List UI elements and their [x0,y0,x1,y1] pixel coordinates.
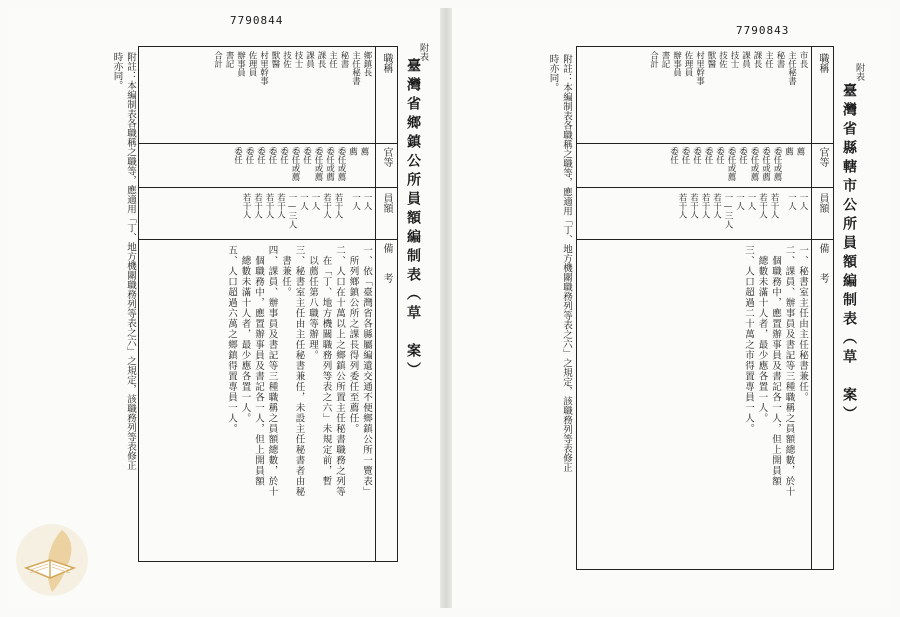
count-cell: 一人 [362,193,372,210]
remarks-block [744,245,808,497]
footnote-line: 時亦同。 [547,54,559,92]
grade-cell: 薦 [795,147,805,156]
remark-line: 五、人口超過六萬之鄉鎮得置專員一人。 [226,245,237,434]
footnote-line: 附註：本編制表各職稱之職等，應適用「丁、地方機關職務列等表之六」之規定，該職務列等表修正 [561,54,572,472]
serial-number: 7790844 [230,14,284,27]
count-cell: 若干人 [677,193,687,219]
count-cell: 一人 [798,193,808,210]
rank-cell: 主任秘書 [350,51,361,85]
grade-cell: 委任 [737,147,748,164]
grade-cell: 委任 [278,147,289,164]
grade-cell: 委任 [703,147,713,164]
header-grade: 官等 [817,147,828,167]
grade-cell: 委任 [301,147,312,164]
rank-cell: 辦事員 [671,51,682,77]
grade-cell: 委任 [714,147,725,164]
count-cell: 一—三人 [723,193,733,229]
grade-cell: 委任 [244,147,254,164]
count-cell: 若干人 [688,193,699,219]
serial-number: 7790843 [736,24,790,37]
rank-cell: 主任 [763,51,774,68]
grade-cell: 委任 [680,147,690,164]
rank-cell: 課長 [316,51,326,68]
book-gutter [440,8,452,608]
rank-cell: 合計 [648,51,659,68]
grade-cell: 薦 [347,147,358,156]
attachment-label: 附表 [854,63,864,81]
remark-line: 書兼任。 [280,245,291,298]
remark-line: 個職務中，應置辦事員及書記各一人，但上開員額 [770,245,781,487]
rank-cell: 秘書 [339,51,349,68]
remark-line: 總數未滿十人者，最少應各置一人。 [239,245,251,424]
rank-cell: 主任秘書 [786,51,797,85]
header-rank: 職稱 [381,53,392,73]
rank-cell: 辦事員 [235,51,246,77]
grade-cell: 委任或薦 [772,147,782,181]
grade-cell: 委任或薦 [336,147,346,181]
rank-cell: 課員 [304,51,315,68]
rank-cell: 合計 [212,51,223,68]
count-cell: 若干人 [700,193,710,219]
header-remarks: 備 考 [817,243,828,283]
grade-cell: 委任 [255,147,266,164]
remark-line: 所列鄉鎮公所之課長得列委任至薦任。 [347,245,359,434]
header-grade: 官等 [381,147,392,167]
grade-cell: 薦 [783,147,794,156]
count-cell: 若干人 [264,193,274,219]
count-list [239,193,372,229]
count-cell: 一人 [746,193,756,210]
remark-line: 總數未滿十人者，最少應各置一人。 [756,245,768,424]
grade-cell: 委任或薦 [760,147,771,181]
count-cell: 一人 [786,193,797,210]
grade-cell: 委任 [232,147,243,164]
rank-cell: 秘書 [775,51,785,68]
grade-cell: 委任或薦 [726,147,736,181]
rank-cell: 佐理員 [247,51,257,77]
rank-cell: 課員 [740,51,751,68]
count-cell: 若干人 [275,193,286,219]
grade-list [666,147,807,181]
count-cell: 若干人 [333,193,343,219]
remark-line: 一、依「臺灣省各縣屬編遺交通不便鄉鎮公所一覽表」 [361,245,372,497]
document-title: 臺灣省鄉鎮公所員額編制表（草 案） [405,58,421,381]
rank-cell: 書記 [660,51,670,68]
rank-cell: 技佐 [717,51,728,68]
rank-list [649,51,807,85]
staffing-table [576,46,834,570]
footnote-line: 附註：本編制表各職稱之職等，應適用「丁、地方機關職務列等表之六」之規定，該職務列等表修正 [125,52,136,470]
count-cell: 若干人 [769,193,779,219]
remark-line: 在「丁、地方機關職務列等表之六」未規定前，暫 [320,245,332,487]
grade-cell: 薦 [359,147,369,156]
count-cell: 一人 [310,193,320,210]
footnote-line: 時亦同。 [111,52,123,90]
grade-cell: 委任或薦 [749,147,759,181]
rank-cell: 佐理員 [683,51,693,77]
attachment-label: 附表 [418,43,428,61]
rank-cell: 獸醫 [270,51,280,68]
count-cell: 若干人 [321,193,332,219]
rank-list [213,51,371,85]
header-count: 員額 [817,193,828,213]
right-page [452,8,892,608]
count-cell: 一—三人 [287,193,297,229]
rank-cell: 市長 [798,51,808,68]
remark-line: 個職務中，應置辦事員及書記各一人，但上開員額 [253,245,264,487]
remarks-block [227,245,372,497]
grade-cell: 委任 [668,147,679,164]
staffing-table [138,46,398,562]
remark-line: 四、課員、辦事員及書記等三種職稱之員額總數，於十 [266,245,278,497]
rank-cell: 課長 [752,51,762,68]
grade-cell: 委任 [691,147,702,164]
count-cell: 一人 [298,193,309,210]
grade-list [230,147,371,181]
rank-cell: 村里幹事 [258,51,269,85]
grade-cell: 委任或薦 [290,147,300,181]
remark-line: 二、人口在十萬以上之鄉鎮公所置主任秘書職務之列等 [334,245,345,497]
remark-line: 三、秘書室主任由主任秘書兼任，未設主任秘書者由秘 [293,245,305,497]
footnote [112,52,135,470]
header-rank: 職稱 [817,53,828,73]
header-count: 員額 [381,193,392,213]
rank-cell: 技佐 [281,51,292,68]
rank-cell: 村里幹事 [694,51,705,85]
header-remarks: 備 考 [381,243,392,283]
footnote [548,54,571,472]
rank-cell: 主任 [327,51,338,68]
document-title: 臺灣省縣轄市公所員額編制表（草 案） [841,83,857,425]
count-cell: 一人 [350,193,361,210]
remark-line: 二、課員、辦事員及書記等三種職稱之員額總數，於十 [783,245,795,497]
taiwan-map-book-logo-icon [12,520,92,600]
rank-cell: 書記 [224,51,234,68]
grade-cell: 委任 [267,147,277,164]
rank-cell: 技士 [293,51,303,68]
remark-line: 一、秘書室主任由主任秘書兼任。 [797,245,808,403]
remark-line: 以薦任第八職等辦理。 [307,245,318,361]
grade-cell: 委任或薦 [324,147,335,181]
count-list [675,193,808,229]
rank-cell: 技士 [729,51,739,68]
grade-cell: 委任或薦 [313,147,323,181]
rank-cell: 獸醫 [706,51,716,68]
rank-cell: 鄉鎮長 [362,51,372,77]
left-page [8,8,440,608]
count-cell: 一人 [734,193,745,210]
count-cell: 若干人 [757,193,768,219]
count-cell: 若干人 [711,193,722,219]
count-cell: 若干人 [252,193,263,219]
count-cell: 若干人 [241,193,251,219]
remark-line: 三、人口超過二十萬之市得置專員一人。 [743,245,754,434]
